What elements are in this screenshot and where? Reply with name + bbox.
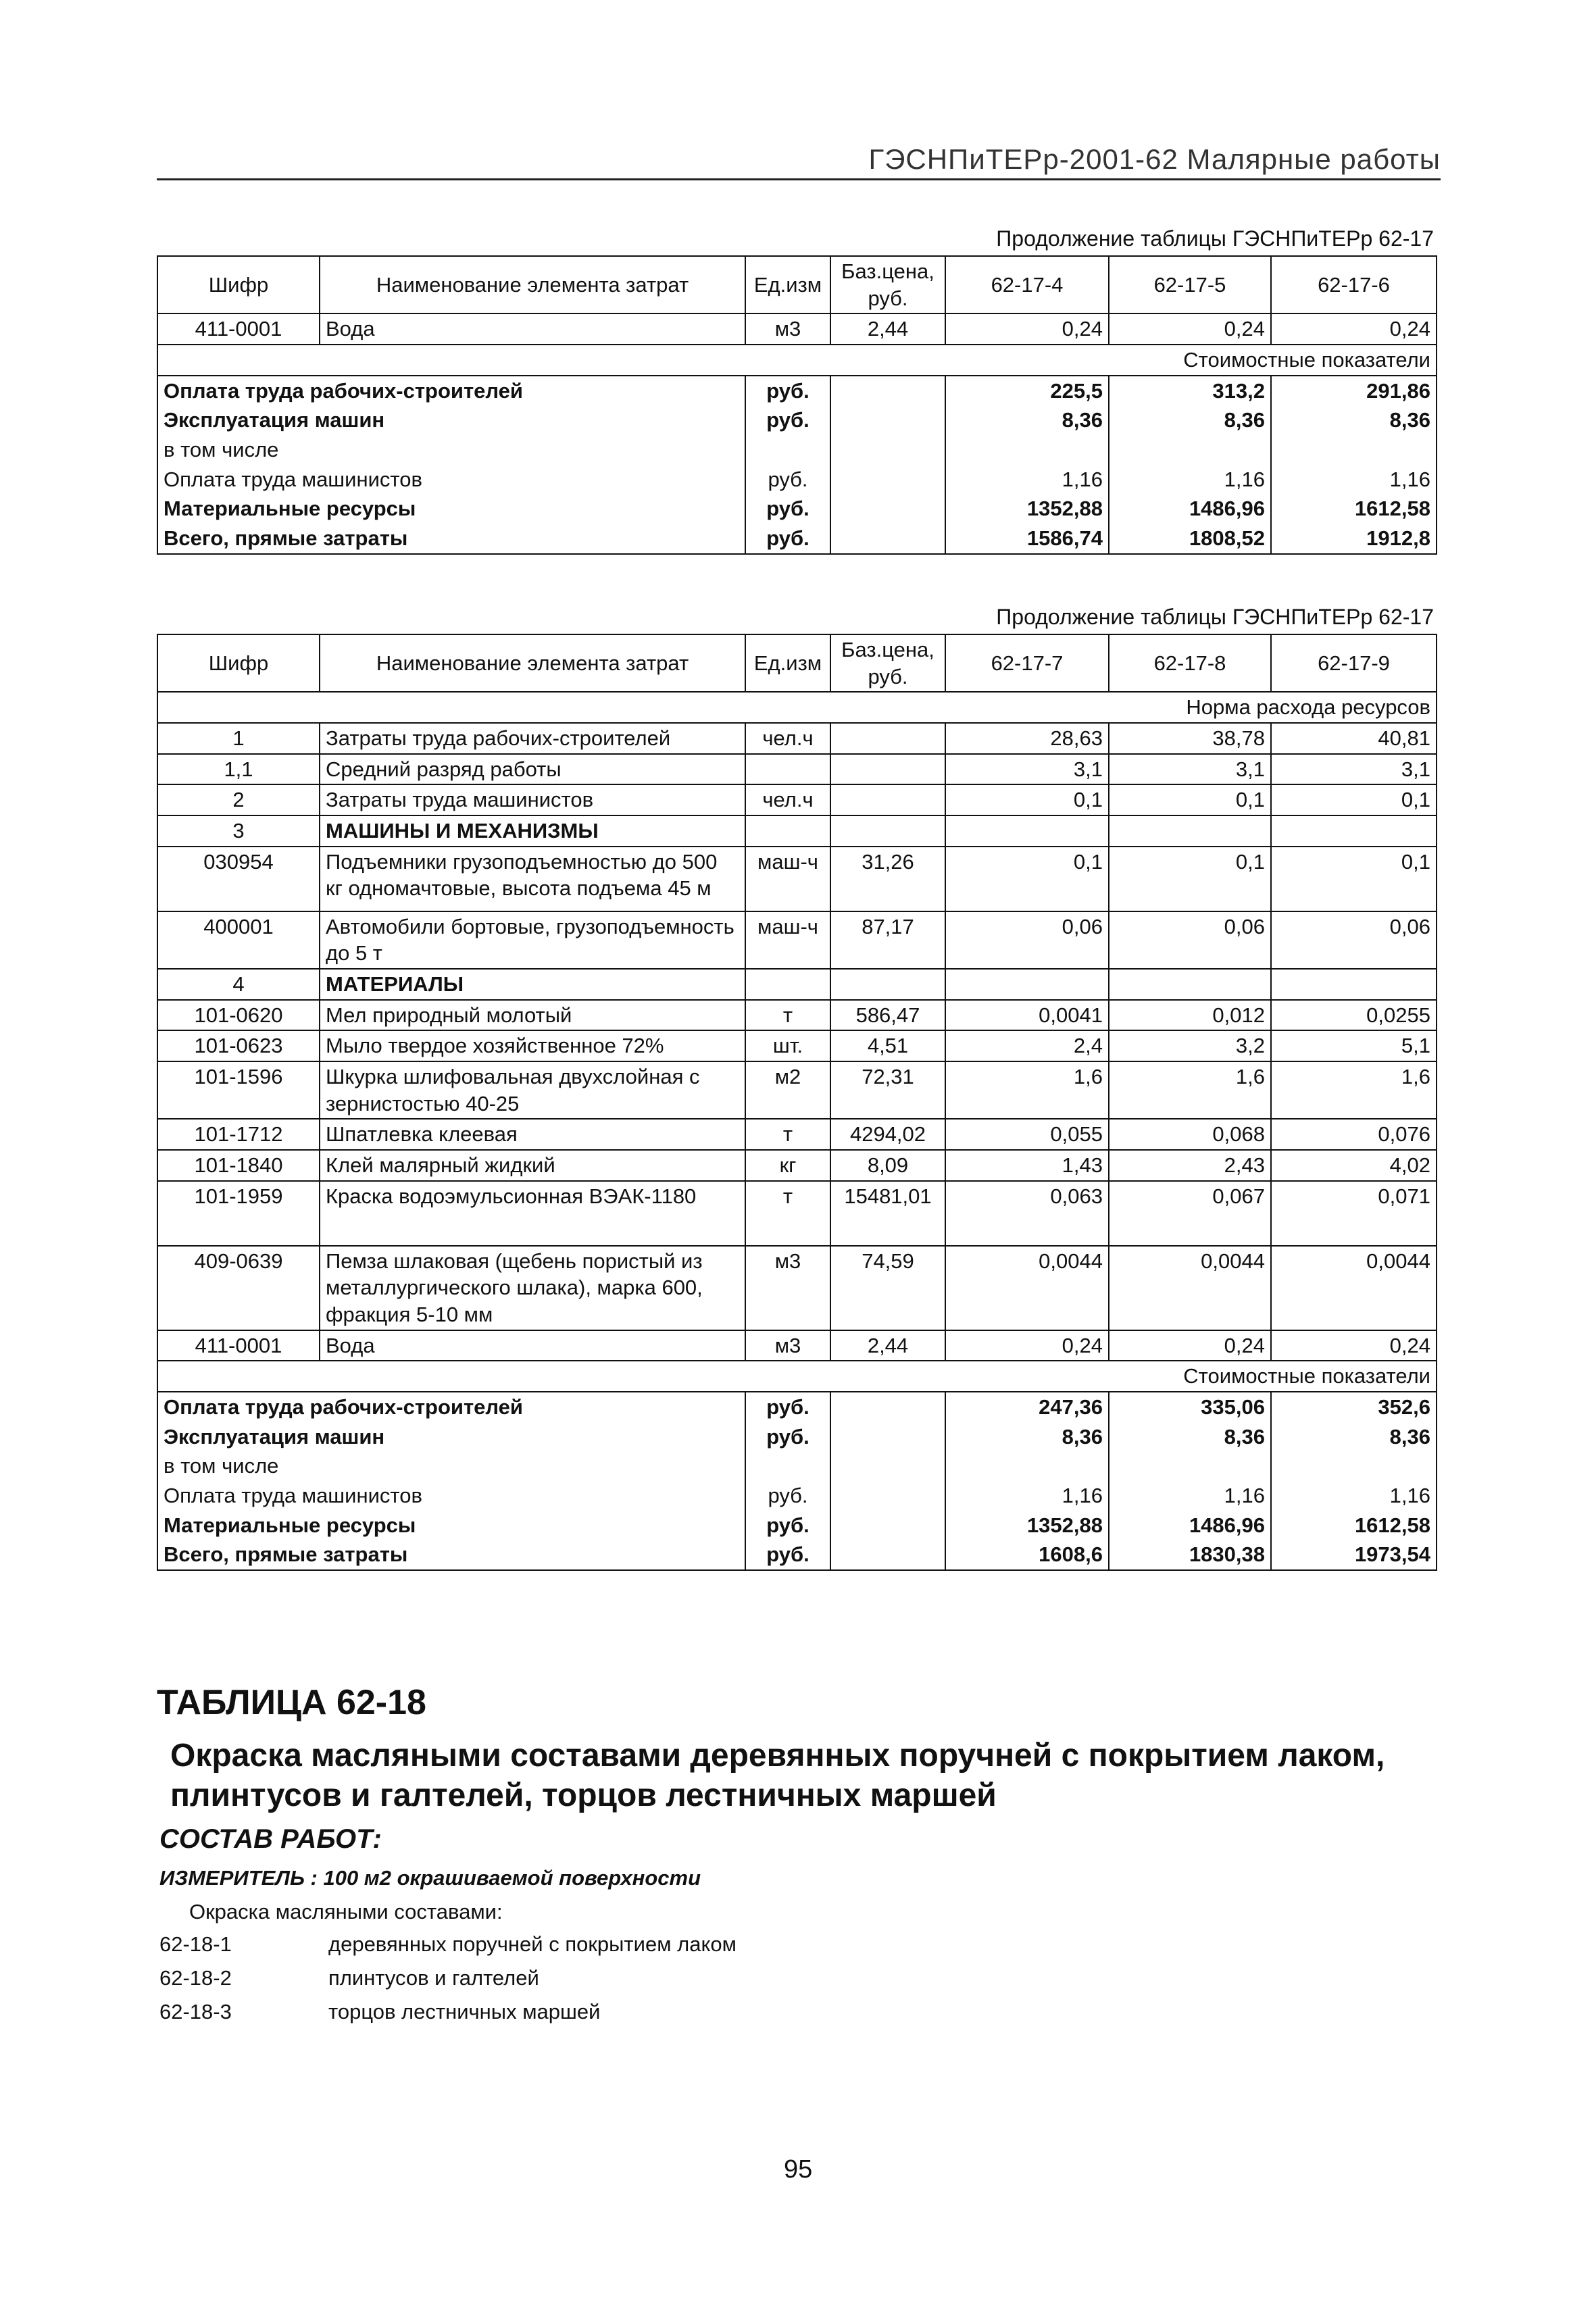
row-value: 0,1 <box>1271 847 1437 911</box>
row-value: 0,1 <box>1109 847 1271 911</box>
row-value: 0,24 <box>945 1330 1109 1361</box>
summary-price <box>830 494 945 524</box>
row-code: 2 <box>157 784 320 815</box>
summary-value: 247,36 <box>945 1392 1109 1422</box>
summary-value: 1352,88 <box>945 494 1109 524</box>
row-price: 2,44 <box>830 313 945 345</box>
row-value: 3,2 <box>1109 1030 1271 1061</box>
column-header: Наименование элемента затрат <box>320 256 745 313</box>
column-header: Баз.цена, руб. <box>830 634 945 692</box>
table-row <box>157 815 1437 847</box>
row-price: 2,44 <box>830 1330 945 1361</box>
work-text: плинтусов и галтелей <box>328 1966 539 1990</box>
table-row <box>157 723 1437 754</box>
row-name: Затраты труда машинистов <box>320 784 745 815</box>
summary-price <box>830 405 945 435</box>
row-name: Шпатлевка клеевая <box>320 1119 745 1150</box>
column-header: Ед.изм <box>745 256 830 313</box>
summary-row <box>157 435 1437 465</box>
table1-continuation: Продолжение таблицы ГЭСНПиТЕРр 62-17 <box>996 226 1434 251</box>
column-header: 62-17-7 <box>945 634 1109 692</box>
column-header: Баз.цена, руб. <box>830 256 945 313</box>
row-unit <box>745 815 830 847</box>
summary-unit: руб. <box>745 1540 830 1570</box>
section-label: Норма расхода ресурсов <box>157 692 1437 723</box>
summary-value: 1,16 <box>1271 1481 1437 1511</box>
row-value: 2,43 <box>1109 1150 1271 1181</box>
row-price: 72,31 <box>830 1061 945 1119</box>
row-value <box>945 815 1109 847</box>
row-value: 1,6 <box>1271 1061 1437 1119</box>
row-value: 0,063 <box>945 1181 1109 1246</box>
row-price: 31,26 <box>830 847 945 911</box>
summary-value: 335,06 <box>1109 1392 1271 1422</box>
table-row <box>157 1030 1437 1061</box>
summary-row <box>157 1511 1437 1540</box>
row-unit: м2 <box>745 1061 830 1119</box>
summary-name: Всего, прямые затраты <box>157 1540 745 1570</box>
summary-name: Материальные ресурсы <box>157 1511 745 1540</box>
summary-price <box>830 524 945 554</box>
summary-unit: руб. <box>745 376 830 406</box>
summary-unit <box>745 1451 830 1481</box>
row-price <box>830 969 945 1000</box>
row-value: 3,1 <box>1271 754 1437 785</box>
row-value: 0,0044 <box>1271 1246 1437 1330</box>
row-price: 586,47 <box>830 1000 945 1031</box>
row-value: 0,076 <box>1271 1119 1437 1150</box>
summary-row <box>157 376 1437 406</box>
row-price <box>830 723 945 754</box>
row-unit: т <box>745 1119 830 1150</box>
row-value: 0,1 <box>1271 784 1437 815</box>
row-value: 1,6 <box>1109 1061 1271 1119</box>
row-value: 0,1 <box>945 847 1109 911</box>
table-62-18-subtitle: Окраска масляными составами деревянных поручней с покрытием лаком, плинтусов и галтелей, торцов лестничных маршей <box>170 1738 1385 1813</box>
row-name: МАТЕРИАЛЫ <box>320 969 745 1000</box>
work-text: торцов лестничных маршей <box>328 2000 601 2023</box>
summary-value: 8,36 <box>1109 1422 1271 1452</box>
summary-value <box>1271 435 1437 465</box>
summary-value: 1486,96 <box>1109 1511 1271 1540</box>
summary-name: Оплата труда рабочих-строителей <box>157 376 745 406</box>
summary-price <box>830 1392 945 1422</box>
summary-price <box>830 1451 945 1481</box>
summary-price <box>830 1422 945 1452</box>
row-price <box>830 754 945 785</box>
work-item <box>159 1966 539 1990</box>
table-row <box>157 847 1437 911</box>
summary-unit: руб. <box>745 494 830 524</box>
row-value: 0,012 <box>1109 1000 1271 1031</box>
table-62-18-title: ТАБЛИЦА 62-18 <box>157 1683 426 1722</box>
row-value: 0,0041 <box>945 1000 1109 1031</box>
summary-unit: руб. <box>745 405 830 435</box>
row-name: Пемза шлаковая (щебень пористый из металлургического шлака), марка 600, фракция 5-10 мм <box>320 1246 745 1330</box>
summary-value <box>945 1451 1109 1481</box>
summary-row <box>157 494 1437 524</box>
row-code: 101-0620 <box>157 1000 320 1031</box>
section-label: Стоимостные показатели <box>157 345 1437 376</box>
row-value: 0,0044 <box>1109 1246 1271 1330</box>
column-header: 62-17-6 <box>1271 256 1437 313</box>
column-header: 62-17-5 <box>1109 256 1271 313</box>
summary-value <box>1271 1451 1437 1481</box>
summary-value: 1352,88 <box>945 1511 1109 1540</box>
row-code: 101-1840 <box>157 1150 320 1181</box>
row-name: Подъемники грузоподъемностью до 500 кг одномачтовые, высота подъема 45 м <box>320 847 745 911</box>
row-value: 0,06 <box>945 911 1109 969</box>
row-value <box>1271 815 1437 847</box>
row-value: 0,24 <box>1109 313 1271 345</box>
work-item <box>159 1932 737 1957</box>
row-code: 1 <box>157 723 320 754</box>
row-unit: шт. <box>745 1030 830 1061</box>
row-name: Вода <box>320 1330 745 1361</box>
table-row <box>157 969 1437 1000</box>
row-code: 101-1712 <box>157 1119 320 1150</box>
summary-row <box>157 405 1437 435</box>
row-name: Клей малярный жидкий <box>320 1150 745 1181</box>
summary-value: 1612,58 <box>1271 494 1437 524</box>
row-value: 3,1 <box>1109 754 1271 785</box>
row-name: Мыло твердое хозяйственное 72% <box>320 1030 745 1061</box>
row-value: 0,24 <box>1271 313 1437 345</box>
column-header: Шифр <box>157 256 320 313</box>
summary-unit <box>745 435 830 465</box>
row-value: 0,0255 <box>1271 1000 1437 1031</box>
table-row <box>157 784 1437 815</box>
row-code: 411-0001 <box>157 313 320 345</box>
row-code: 101-1596 <box>157 1061 320 1119</box>
cost-table-62-17-4-6 <box>157 255 1437 555</box>
summary-row <box>157 465 1437 495</box>
row-price: 4,51 <box>830 1030 945 1061</box>
row-name: Автомобили бортовые, грузоподъемность до 5 т <box>320 911 745 969</box>
summary-value: 1,16 <box>945 465 1109 495</box>
row-value: 38,78 <box>1109 723 1271 754</box>
summary-value: 8,36 <box>945 1422 1109 1452</box>
section-label: Стоимостные показатели <box>157 1361 1437 1392</box>
row-code: 409-0639 <box>157 1246 320 1330</box>
summary-row <box>157 1392 1437 1422</box>
summary-value: 1586,74 <box>945 524 1109 554</box>
row-price <box>830 815 945 847</box>
summary-value <box>1109 435 1271 465</box>
row-unit: т <box>745 1000 830 1031</box>
row-value: 28,63 <box>945 723 1109 754</box>
row-unit: м3 <box>745 1246 830 1330</box>
row-value: 0,1 <box>945 784 1109 815</box>
row-code: 101-1959 <box>157 1181 320 1246</box>
row-value <box>945 969 1109 1000</box>
row-code: 030954 <box>157 847 320 911</box>
table-row <box>157 1181 1437 1246</box>
summary-value: 1808,52 <box>1109 524 1271 554</box>
summary-price <box>830 435 945 465</box>
summary-row <box>157 1481 1437 1511</box>
summary-price <box>830 1540 945 1570</box>
row-unit: м3 <box>745 313 830 345</box>
summary-value: 8,36 <box>945 405 1109 435</box>
row-price: 4294,02 <box>830 1119 945 1150</box>
table-row <box>157 1150 1437 1181</box>
row-name: МАШИНЫ И МЕХАНИЗМЫ <box>320 815 745 847</box>
row-value <box>1109 815 1271 847</box>
summary-value: 1973,54 <box>1271 1540 1437 1570</box>
summary-unit: руб. <box>745 1422 830 1452</box>
row-value: 0,1 <box>1109 784 1271 815</box>
row-name: Средний разряд работы <box>320 754 745 785</box>
table-header-row <box>157 634 1437 692</box>
row-value: 1,6 <box>945 1061 1109 1119</box>
summary-row <box>157 524 1437 554</box>
summary-value: 1612,58 <box>1271 1511 1437 1540</box>
row-value: 0,24 <box>1109 1330 1271 1361</box>
row-name: Вода <box>320 313 745 345</box>
page-header: ГЭСНПиТЕРр-2001-62 Малярные работы <box>157 143 1441 180</box>
summary-name: Эксплуатация машин <box>157 1422 745 1452</box>
row-price: 15481,01 <box>830 1181 945 1246</box>
summary-name: Оплата труда рабочих-строителей <box>157 1392 745 1422</box>
meter-line: ИЗМЕРИТЕЛЬ : 100 м2 окрашиваемой поверхности <box>159 1866 701 1890</box>
summary-name: Материальные ресурсы <box>157 494 745 524</box>
column-header: 62-17-8 <box>1109 634 1271 692</box>
summary-name: Оплата труда машинистов <box>157 1481 745 1511</box>
column-header: Шифр <box>157 634 320 692</box>
row-code: 101-0623 <box>157 1030 320 1061</box>
summary-price <box>830 376 945 406</box>
work-composition-heading: СОСТАВ РАБОТ: <box>159 1824 382 1854</box>
row-value: 4,02 <box>1271 1150 1437 1181</box>
column-header: 62-17-9 <box>1271 634 1437 692</box>
summary-unit: руб. <box>745 465 830 495</box>
row-value: 2,4 <box>945 1030 1109 1061</box>
summary-name: Эксплуатация машин <box>157 405 745 435</box>
row-unit: чел.ч <box>745 784 830 815</box>
row-unit: маш-ч <box>745 911 830 969</box>
row-name: Мел природный молотый <box>320 1000 745 1031</box>
summary-name: в том числе <box>157 435 745 465</box>
row-name: Шкурка шлифовальная двухслойная с зернистостью 40-25 <box>320 1061 745 1119</box>
row-code: 400001 <box>157 911 320 969</box>
table-row <box>157 754 1437 785</box>
work-code: 62-18-3 <box>159 2000 232 2023</box>
row-value: 0,0044 <box>945 1246 1109 1330</box>
summary-value: 1,16 <box>1109 465 1271 495</box>
summary-value <box>945 435 1109 465</box>
row-value: 0,067 <box>1109 1181 1271 1246</box>
summary-value <box>1109 1451 1271 1481</box>
column-header: Ед.изм <box>745 634 830 692</box>
row-unit: кг <box>745 1150 830 1181</box>
summary-price <box>830 1481 945 1511</box>
summary-value: 1912,8 <box>1271 524 1437 554</box>
row-name: Затраты труда рабочих-строителей <box>320 723 745 754</box>
row-unit: чел.ч <box>745 723 830 754</box>
summary-value: 8,36 <box>1109 405 1271 435</box>
work-code: 62-18-1 <box>159 1932 232 1956</box>
row-value: 1,43 <box>945 1150 1109 1181</box>
row-name: Краска водоэмульсионная ВЭАК-1180 <box>320 1181 745 1246</box>
row-value: 0,24 <box>1271 1330 1437 1361</box>
summary-unit: руб. <box>745 1481 830 1511</box>
work-item <box>159 2000 600 2024</box>
work-code: 62-18-2 <box>159 1966 232 1990</box>
row-value: 0,06 <box>1271 911 1437 969</box>
summary-unit: руб. <box>745 1392 830 1422</box>
row-unit <box>745 754 830 785</box>
summary-row <box>157 1451 1437 1481</box>
row-price: 87,17 <box>830 911 945 969</box>
row-value: 5,1 <box>1271 1030 1437 1061</box>
summary-value: 8,36 <box>1271 1422 1437 1452</box>
row-value: 40,81 <box>1271 723 1437 754</box>
row-code: 1,1 <box>157 754 320 785</box>
row-value: 0,071 <box>1271 1181 1437 1246</box>
summary-price <box>830 1511 945 1540</box>
work-text: деревянных поручней с покрытием лаком <box>328 1932 737 1956</box>
row-unit: маш-ч <box>745 847 830 911</box>
row-price <box>830 784 945 815</box>
summary-price <box>830 465 945 495</box>
summary-value: 1,16 <box>945 1481 1109 1511</box>
summary-value: 1,16 <box>1109 1481 1271 1511</box>
page-number: 95 <box>784 2155 813 2184</box>
summary-value: 1608,6 <box>945 1540 1109 1570</box>
row-price: 74,59 <box>830 1246 945 1330</box>
row-unit: м3 <box>745 1330 830 1361</box>
section-row <box>157 692 1437 723</box>
summary-value: 313,2 <box>1109 376 1271 406</box>
summary-name: в том числе <box>157 1451 745 1481</box>
column-header: 62-17-4 <box>945 256 1109 313</box>
section-row <box>157 1361 1437 1392</box>
summary-unit: руб. <box>745 524 830 554</box>
table-row <box>157 1246 1437 1330</box>
section-row <box>157 345 1437 376</box>
row-value: 0,068 <box>1109 1119 1271 1150</box>
summary-value: 1830,38 <box>1109 1540 1271 1570</box>
row-code: 411-0001 <box>157 1330 320 1361</box>
summary-value: 291,86 <box>1271 376 1437 406</box>
summary-value: 1486,96 <box>1109 494 1271 524</box>
row-code: 4 <box>157 969 320 1000</box>
table-row <box>157 911 1437 969</box>
works-intro: Окраска масляными составами: <box>189 1900 503 1923</box>
row-price: 8,09 <box>830 1150 945 1181</box>
table-row <box>157 313 1437 345</box>
table-row <box>157 1330 1437 1361</box>
resource-table-62-17-7-9 <box>157 634 1437 1571</box>
row-unit <box>745 969 830 1000</box>
summary-value: 1,16 <box>1271 465 1437 495</box>
table-row <box>157 1000 1437 1031</box>
row-value: 0,24 <box>945 313 1109 345</box>
summary-value: 225,5 <box>945 376 1109 406</box>
summary-row <box>157 1540 1437 1570</box>
summary-unit: руб. <box>745 1511 830 1540</box>
row-unit: т <box>745 1181 830 1246</box>
summary-value: 352,6 <box>1271 1392 1437 1422</box>
table-row <box>157 1119 1437 1150</box>
row-value: 0,055 <box>945 1119 1109 1150</box>
row-value: 3,1 <box>945 754 1109 785</box>
summary-value: 8,36 <box>1271 405 1437 435</box>
row-value <box>1271 969 1437 1000</box>
table-header-row <box>157 256 1437 313</box>
summary-name: Оплата труда машинистов <box>157 465 745 495</box>
table-row <box>157 1061 1437 1119</box>
summary-name: Всего, прямые затраты <box>157 524 745 554</box>
row-code: 3 <box>157 815 320 847</box>
table2-continuation: Продолжение таблицы ГЭСНПиТЕРр 62-17 <box>996 605 1434 629</box>
row-value <box>1109 969 1271 1000</box>
row-value: 0,06 <box>1109 911 1271 969</box>
summary-row <box>157 1422 1437 1452</box>
column-header: Наименование элемента затрат <box>320 634 745 692</box>
